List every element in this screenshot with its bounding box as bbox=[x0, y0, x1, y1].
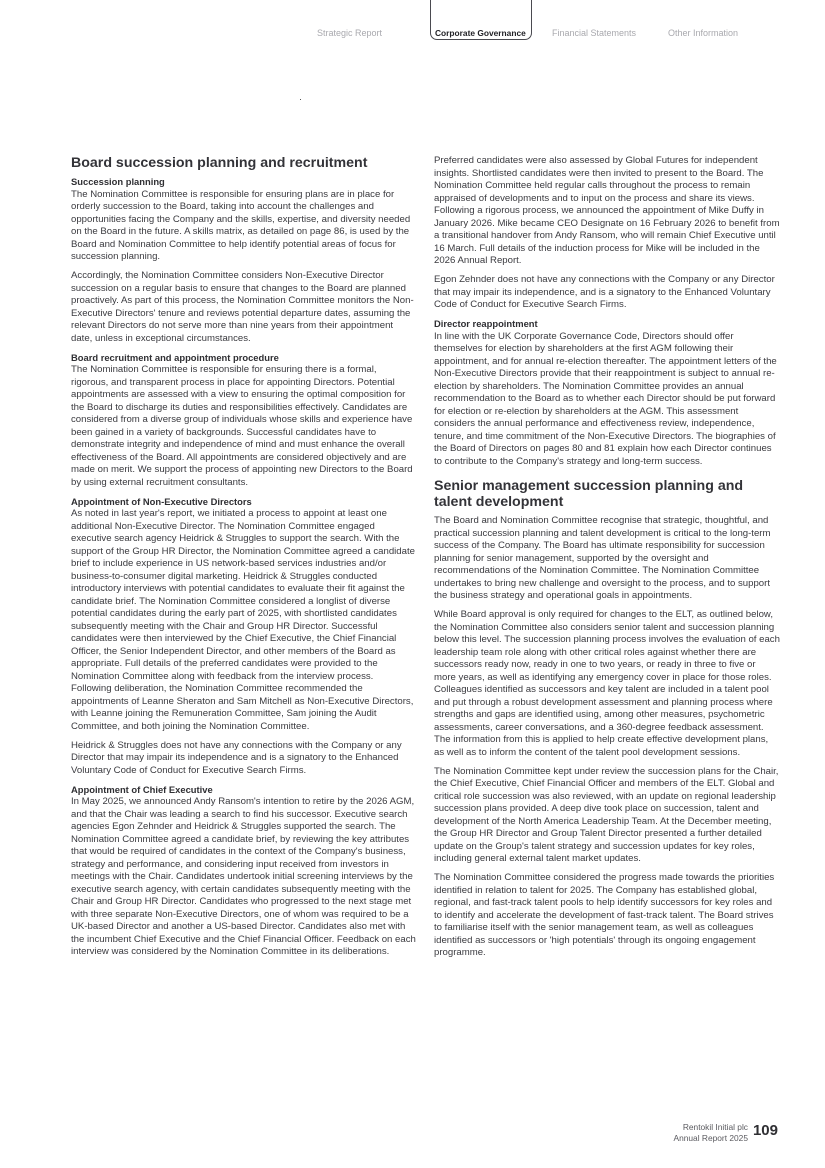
paragraph: In May 2025, we announced Andy Ransom's intention to retire by the 2026 AGM, and that the Chair was leading a search to find his successor. Executive search agencies Egon Zehnder and Heidrick & Struggles supported the search. The Nomination Committee agreed a candidate brief, by reviewing the key attributes that would be required of candidates in the context of the Company's business, strategy and performance, and considering input received from investors in meetings with the Chair. Candidates undertook initial screening interviews by the executive search agency, with certain candidates subsequently meeting with the Chair and Group HR Director. Candidates who progressed to the next stage met with three separate Non-Executive Directors, one of whom was required to be a UK-based Director and another a US-based Director. Candidates also met with the incumbent Chief Executive and the Chief Financial Officer. Feedback on each interview was considered by the Nomination Committee in its deliberations. bbox=[71, 796, 416, 957]
paragraph: The Nomination Committee considered the progress made towards the priorities identified in relation to talent for 2025. The Company has established global, regional, and fast-track talent pools to help identify successors for key roles and to identify and accelerate the development of fast-track talent. The Board strives to familiarise itself with the senior management team, as well as colleagues identified as successors or 'high potentials' through its ongoing engagement programme. bbox=[434, 872, 775, 958]
tab-corporate-governance[interactable] bbox=[430, 0, 532, 40]
report-title: Annual Report 2025 bbox=[673, 1133, 748, 1143]
section-navigation bbox=[0, 0, 825, 46]
right-column bbox=[434, 155, 780, 966]
subheading: Director reappointment bbox=[434, 318, 538, 329]
paragraph: The Nomination Committee kept under review the succession plans for the Chair, the Chief Executive, Chief Financial Officer and members of the ELT. Global and critical role succession was also reviewed, with an update on regional leadership succession plans provided. A deep dive took place on succession, talent and development of the North America Leadership Team. At the December meeting, the Group HR Director and Group Talent Director presented a further detailed update on the Group's talent strategy and succession updates for key roles, including general external talent market updates. bbox=[434, 765, 779, 864]
decorative-dot bbox=[300, 99, 301, 100]
tab-corporate-governance-label: Corporate Governance bbox=[435, 28, 526, 38]
subheading: Board recruitment and appointment procedure bbox=[71, 351, 279, 363]
paragraph: The Nomination Committee is responsible for ensuring plans are in place for orderly succession to the Board, taking into account the challenges and opportunities facing the Company and the skills, expertise, and diversity needed on the Board in the future. A skills matrix, as detailed on page 86, is used by the Board and Nomination Committee to help identify potential areas of focus for succession planning. bbox=[71, 188, 411, 262]
paragraph: Preferred candidates were also assessed by Global Futures for independent insights. Shortlisted candidates were then invited to present to the Board. The Nomination Committee held regular calls throughout the process to remain appraised of developments and to input on the process and share its views. Following a rigorous process, we announced the appointment of Mike Duffy in January 2026. Mike became CEO Designate on 16 February 2026 to benefit from a transitional handover from Andy Ransom, who will remain Chief Executive until 16 March. Full details of the induction process for Mike will be included in the 2026 Annual Report. bbox=[434, 155, 780, 266]
paragraph: As noted in last year's report, we initiated a process to appoint at least one additional Non-Executive Director. The Nomination Committee engaged executive search agency Heidrick & Struggles to support the search. With the support of the Group HR Director, the Nomination Committee agreed a candidate brief to include experience in US network-based services industries and/or business-to-consumer digital marketing. Heidrick & Struggles conducted introductory interviews with potential candidates to evaluate their fit against the candidate brief. The Nomination Committee considered a longlist of diverse potential candidates during the early part of 2025, with shortlisted candidates subsequently meeting with the Chair and Group HR Director. Successful candidates were then interviewed by the Chief Executive, the Chief Financial Officer, the Senior Independent Director, and other members of the Board as appropriate. Full details of the preferred candidates were provided to the Nomination Committee along with feedback from the interview process. Following deliberation, the Nomination Committee recommended the appointments of Leanne Sheraton and Sam Mitchell as Non-Executive Directors, with Leanne joining the Remuneration Committee, Sam joining the Audit Committee, and both joining the Nomination Committee. bbox=[71, 508, 415, 732]
company-name: Rentokil Initial plc bbox=[682, 1122, 748, 1132]
section-heading: Board succession planning and recruitment bbox=[71, 155, 368, 171]
paragraph: In line with the UK Corporate Governance Code, Directors should offer themselves for election by shareholders at the first AGM following their appointment, and for annual re-election thereafter. The appointment letters of the Non-Executive Directors provide that their reappointment is subject to annual re-election by shareholders. The Nomination Committee provides an annual recommendation to the Board as to whether each Director should be put forward for election or re-election by shareholders at the AGM. This assessment considers the annual performance and effectiveness review, independence, tenure, and time commitment of the Non-Executive Directors. The biographies of the Board of Directors on pages 80 and 81 explain how each Director continues to contribute to the Company's strategy and long-term success. bbox=[434, 330, 777, 467]
subheading: Appointment of Non-Executive Directors bbox=[71, 495, 252, 507]
paragraph: The Board and Nomination Committee recognise that strategic, thoughtful, and practical succession planning and talent development is critical to the long-term success of the Company. The Board has ultimate responsibility for succession planning for senior management, supported by the oversight and recommendations of the Nomination Committee. The Nomination Committee undertakes to bring new challenge and oversight to the process, and to support the business strategy and operational goals in appointments. bbox=[434, 515, 771, 601]
tab-other-information[interactable]: Other Information bbox=[668, 28, 739, 38]
paragraph: Accordingly, the Nomination Committee considers Non-Executive Director succession on a regular basis to ensure that changes to the Board are planned proactively. As part of this process, the Nomination Committee monitors the Non-Executive Directors' tenure and reviews potential departure dates, assuming the relevant Directors do not serve more than nine years from their appointment date, unless in exceptional circumstances. bbox=[71, 270, 414, 344]
paragraph: The Nomination Committee is responsible for ensuring there is a formal, rigorous, and transparent process in place for appointing Directors. Potential appointments are assessed with a view to ensuring the optimal composition for the Board to discharge its duties and responsibilities effectively. Candidates are considered from a diverse group of individuals whose skills and experience have been gained in a variety of backgrounds. Successful candidates have to demonstrate integrity and independence of mind and must enhance the overall effectiveness of the Board. All appointments are considered objectively and are made on merit. We support the process of appointing new Directors to the Board by using external recruitment consultants. bbox=[71, 364, 413, 488]
section-heading: Senior management succession planning and talent development bbox=[434, 478, 744, 510]
subheading: Appointment of Chief Executive bbox=[71, 783, 213, 795]
page-number: 109 bbox=[752, 1122, 778, 1139]
left-column bbox=[71, 155, 416, 965]
paragraph: While Board approval is only required for changes to the ELT, as outlined below, the Nomination Committee also considers senior talent and succession planning below this level. The succession planning process involves the evaluation of each leadership team role along with other critical roles against whether there are successors ready now, ready in one to two years, or ready in three to five or more years, as well as identifying any emergency cover in place for those roles. Colleagues identified as successors and key talent are included in a talent pool and put through a robust development assessment and planning process where strengths and gaps are identified using, among other measures, psychometric assessments, career conversations, and a 360-degree feedback assessment. The information from this is applied to help create effective development plans, as well as to inform the content of the talent pool development sessions. bbox=[434, 609, 780, 758]
paragraph: Egon Zehnder does not have any connections with the Company or any Director that may impair its independence, and is a signatory to the Enhanced Voluntary Code of Conduct for Executive Search Firms. bbox=[434, 274, 775, 310]
tab-strategic-report[interactable]: Strategic Report bbox=[317, 28, 383, 38]
paragraph: Heidrick & Struggles does not have any connections with the Company or any Director that may impair its independence and is a signatory to the Enhanced Voluntary Code of Conduct for Executive Search Firms. bbox=[71, 739, 402, 776]
tab-financial-statements[interactable]: Financial Statements bbox=[552, 28, 637, 38]
subheading: Succession planning bbox=[71, 176, 165, 187]
